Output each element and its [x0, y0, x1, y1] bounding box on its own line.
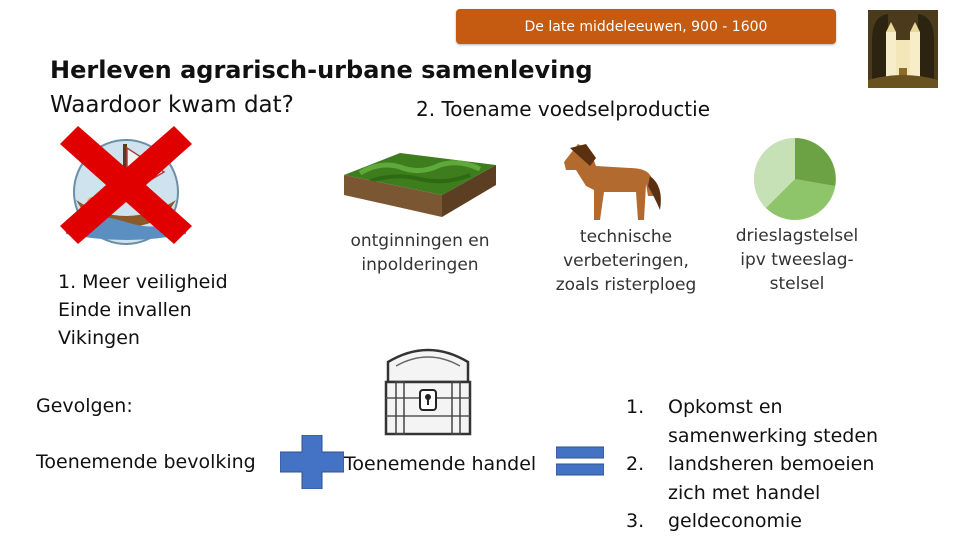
list-item	[626, 450, 908, 507]
red-cross-icon	[60, 126, 192, 244]
result-number: 3.	[626, 510, 645, 532]
pie-chart-icon	[752, 136, 838, 222]
result-text: Opkomst en samenwerking steden	[668, 396, 879, 447]
section1-line1: 1. Meer veiligheid	[58, 271, 228, 293]
land-plot-icon	[340, 145, 500, 225]
horse-label-line2: verbeteringen,	[563, 251, 689, 271]
section1-list	[58, 268, 228, 352]
slide-question: Waardoor kwam dat?	[50, 92, 294, 118]
slide-title: Herleven agrarisch-urbane samenleving	[50, 56, 593, 84]
equation-term2: Toenemende handel	[344, 453, 537, 475]
result-number: 1.	[626, 396, 645, 418]
plus-icon	[280, 435, 344, 489]
pie-label-line3: stelsel	[769, 274, 825, 294]
section2-heading: 2. Toename voedselproductie	[416, 97, 711, 121]
section-banner	[456, 9, 836, 44]
castle-icon	[868, 10, 938, 88]
result-text: landsheren bemoeien zich met handel	[668, 453, 875, 504]
gevolgen-label: Gevolgen:	[36, 395, 133, 417]
horse-label-line1: technische	[579, 227, 673, 247]
result-number: 2.	[626, 453, 645, 475]
land-label-line1: ontginningen en	[350, 231, 490, 251]
equation-term1: Toenemende bevolking	[36, 451, 256, 473]
equals-icon	[556, 445, 604, 477]
list-item	[626, 393, 908, 450]
result-text: geldeconomie	[668, 510, 802, 532]
list-item	[626, 507, 908, 536]
section1-line3: Vikingen	[58, 327, 140, 349]
land-label-line2: inpolderingen	[361, 255, 479, 275]
results-list	[626, 393, 908, 536]
banner-title: De late middeleeuwen, 900 - 1600	[524, 18, 768, 35]
pie-label-line1: drieslagstelsel	[735, 226, 859, 246]
treasure-chest-icon	[382, 342, 474, 438]
pie-label-line2: ipv tweeslag-	[740, 250, 854, 270]
horse-label	[548, 225, 704, 297]
horse-label-line3: zoals risterploeg	[555, 275, 697, 295]
section1-line2: Einde invallen	[58, 299, 192, 321]
land-label	[340, 229, 500, 277]
pie-label	[722, 224, 872, 296]
horse-icon	[556, 140, 668, 222]
